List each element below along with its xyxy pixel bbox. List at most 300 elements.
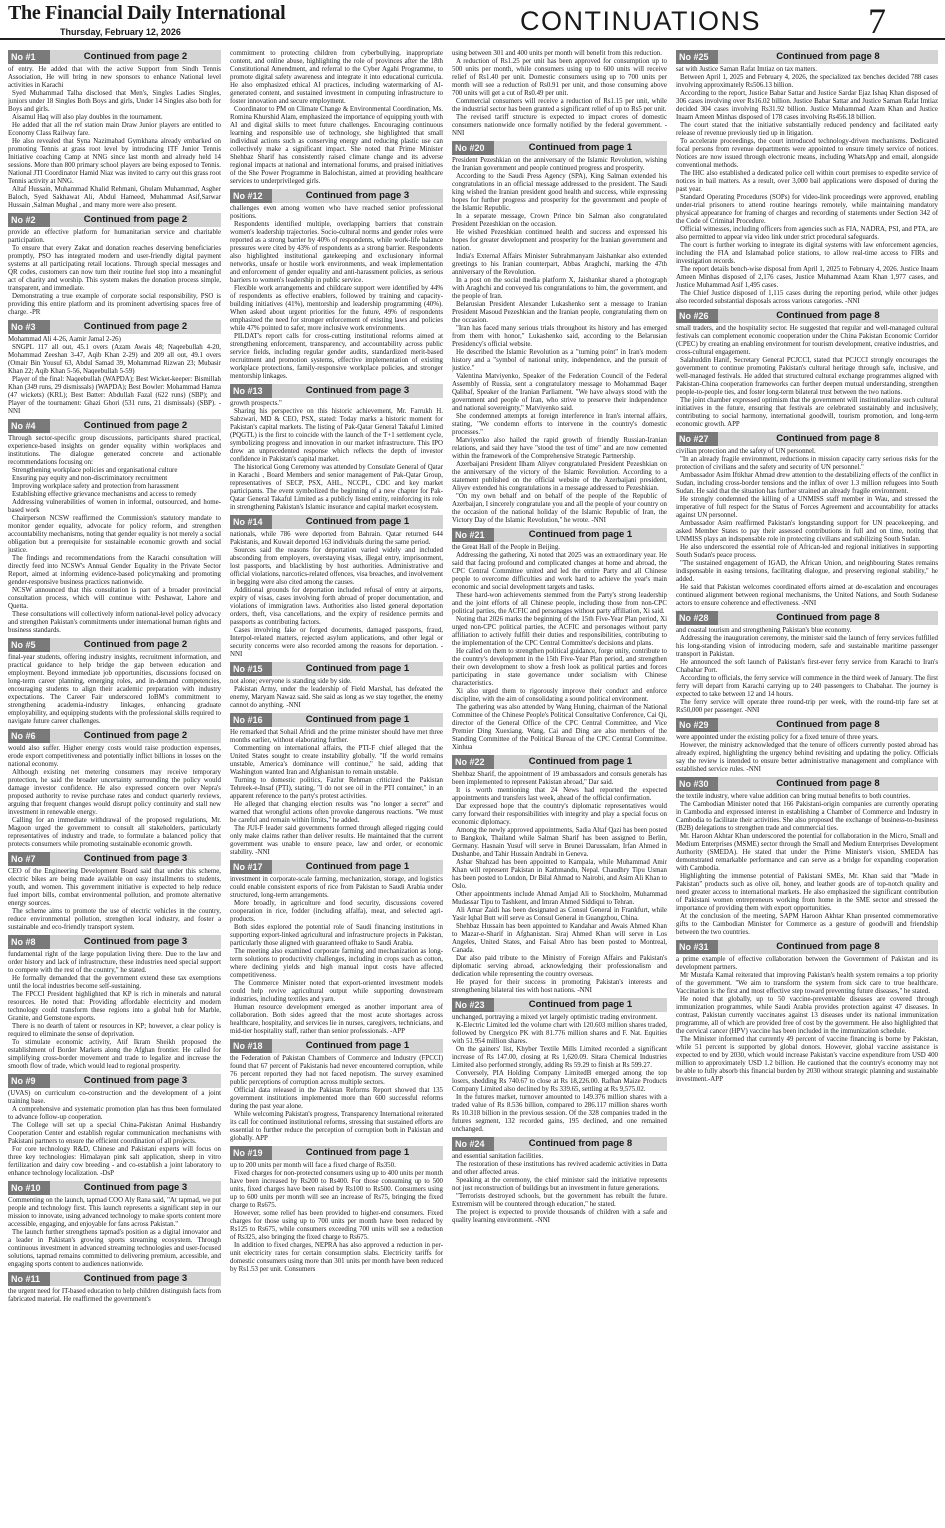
- paragraph: In addition to fixed charges, NEPRA has also approved a reduction in per-unit electricity rates for certain consumption slabs. Electricity tariffs for domestic consumers using more than 301 units per month have been reduced by Rs1.53 per unit. Consumers: [230, 1242, 443, 1273]
- story: [452, 141, 667, 525]
- story-header: [452, 755, 667, 769]
- continued-from-label: Continued from page 1: [305, 1040, 410, 1051]
- section-title: CONTINUATIONS: [520, 6, 761, 36]
- paragraph: (UVAS) on curriculum co-construction and the development of a joint training base.: [8, 1090, 221, 1105]
- paragraph: Both sides explored the potential role of Saudi financing institutions in supporting export-linked agricultural and infrastructure projects in Pakistan, particularly those aligned with guaranteed offtake to Saudi Arabia.: [230, 924, 443, 947]
- paragraph: It is worth mentioning that 24 News had reported the expected appointments and transfers last week, ahead of the official confirmation.: [452, 787, 667, 802]
- story-body: [452, 544, 667, 752]
- paragraph: the Federation of Pakistan Chambers of Commerce and Industry (FPCCI) found that 67 percent of Pakistanis had never encountered corruption, while 76 percent reported they had not faced nepotism. The survey examined public perceptions of corruption across multiple sectors.: [230, 1055, 443, 1086]
- paragraph: Pakistan Army, under the leadership of Field Marshal, has defeated the enemy, Maryam Nawaz said. She said as long as we stay together, the enemy cannot do anything. -NNI: [230, 686, 443, 709]
- paragraph: Syed Muhammad Talha disclosed that Men's, Singles Ladies Singles, juniors under 18 Singles Both Boys and girls, Under 14 Singles also both for Boys and girls.: [8, 90, 221, 113]
- story-body: [452, 771, 667, 995]
- paragraph: The findings and recommendations from the Karachi consultation will directly feed into NCSW's Annual Gender Equality in the Private Sector Report, aimed at informing evidence-based policymaking and promoting gender-responsive business practices nationwide.: [8, 555, 221, 586]
- story: [230, 384, 443, 512]
- continued-from-label: Continued from page 3: [83, 1075, 188, 1086]
- paragraph: The FPCCI President highlighted that KP is rich in minerals and natural resources. He noted that: Providing affordable electricity and modern technology could transform these regions into a global hub for Marble, Granite, and Gemstone exports.: [8, 991, 221, 1022]
- story-body: [8, 951, 221, 1071]
- story-body: [676, 956, 938, 1084]
- story: [452, 528, 667, 752]
- story-header: [230, 662, 443, 676]
- paragraph: Ashar Shahzad has been appointed to Kampala, while Muhammad Amir Khan will represent Pakistan in Kathmandu, Nepal. Chaudhry Tipu Usman has been posted to London, Dr Bilal Ahmad to Nairobi, and Asim Ali Khan to Oslo.: [452, 859, 667, 890]
- paragraph: would also suffer. Higher energy costs would raise production expenses, erode export competitiveness and potentially inflict billions in losses on the national economy.: [8, 745, 221, 768]
- column-1: [8, 50, 221, 1524]
- story: [676, 611, 938, 715]
- story: [676, 432, 938, 608]
- story: [452, 998, 667, 1134]
- paragraph: Ensuring pay equity and non-discriminatory recruitment: [12, 475, 168, 482]
- story-header: [8, 852, 221, 866]
- paragraph: sat with Justice Saman Rafat Imtiaz on tax matters.: [676, 66, 818, 73]
- paragraph: Establishing effective grievance mechanisms and access to remedy: [12, 491, 197, 498]
- paragraph: The JUI-F leader said governments formed through alleged rigging could only make claims rather than deliver results. He maintained that the current government was unable to ensure peace, law and order, or economic stability. -NNI: [230, 825, 443, 856]
- paragraph: fundamental right of the large population living there. Due to the law and order history and lack of infrastructure, these industries need special support to compete with the rest of the country," he stated.: [8, 951, 221, 974]
- continued-from-label: Continued from page 8: [776, 612, 880, 623]
- paragraph: He noted that globally, up to 50 vaccine-preventable diseases are covered through immunization programmes, while Saudi Arabia provides protection against 47 diseases. In contrast, Pakistan currently vaccinates against 13 diseases under its national immunization programme, all of which are provided free of cost by the government. He also highlighted that the cervical cancer (HPV) vaccine has been included in the immunization schedule.: [676, 996, 938, 1035]
- paragraph: A reduction of Rs1.25 per unit has been approved for consumption up to 500 units per month, while consumers using up to 600 units will receive relief of Rs1.40 per unit. Domestic consumers using up to 700 units per month will see a reduction of Rs0.91 per unit, and those consuming above 700 units will get a cut of Rs0.49 per unit.: [452, 58, 667, 97]
- story-header: [452, 141, 667, 155]
- story-body: [8, 1090, 221, 1178]
- story-number: No #4: [8, 419, 50, 433]
- paragraph: Commenting on the launch, tapmad COO Aly Rana said, "At tapmad, we put people and technology first. This launch represents a significant step in our mission to innovate, using advanced technology to make sports content more accessible, engaging, and enjoyable for fans across Pakistan.": [8, 1197, 221, 1228]
- story-header: [8, 320, 221, 334]
- paragraph: For core technology R&D, Chinese and Pakistani experts will focus on three key technologies: Himalayan pink salt application, sheep in vitro fertilization and dairy cow breeding - and co-establish a joint laboratory to enhance technology localization. -DsP: [8, 1146, 221, 1177]
- story: [230, 1039, 443, 1143]
- story-header: [452, 1137, 667, 1151]
- story-header: [8, 935, 221, 949]
- masthead: [0, 0, 945, 40]
- story-header: [8, 50, 221, 64]
- paragraph: Through sector-specific group discussions, participants shared practical, experience-based insights on gender equality within workplaces and institutions. The dialogue generated concrete and actionable recommendations focusing on:: [8, 435, 221, 466]
- paragraph: Other appointments include Ahmad Amjad Ali to Stockholm, Muhammad Mudassar Tipu to Tashkent, and Imran Ahmed Siddiqui to Tehran.: [452, 891, 667, 906]
- paragraph: Xi also urged them to rigorously improve their conduct and enforce discipline, with the aim of consolidating a sound political environment.: [452, 688, 667, 703]
- paragraph: Among the newly approved appointments, Sadia Altaf Qazi has been posted to Bangkok, Thailand while Salman Sharif has been assigned to Berlin, Germany. Hasnain Yusuf will serve in Brunei Darussalam, Irfan Ahmed in Dushanbe, and Tahir Hussain Andrabi in Geneva.: [452, 827, 667, 858]
- story-body: [452, 157, 667, 525]
- continued-from-label: Continued from page 3: [83, 1182, 188, 1193]
- story-body: [8, 1197, 221, 1269]
- paragraph: Mr Mustafa Kamal reiterated that improving Pakistan's health system remains a top priority of the government. "We aim to transform the system from sick care to true healthcare. Vaccination is the first and most effective step toward preventing future diseases," he stated.: [676, 972, 938, 995]
- story-number: No #22: [452, 755, 494, 769]
- story: [452, 1137, 667, 1225]
- paragraph: Salahuddin Hanif, Secretary General PCJCCI, stated that PCJCCI strongly encourages the government to continue promoting Pakistan's cultural heritage through safe, inclusive, and well-managed festivals. He added that structured cultural exchange programmes aligned with Pakistan-China cooperation frameworks can further deepen mutual understanding, strengthen people-to-people ties, and foster long-term bilateral trust between the two nations.: [676, 357, 938, 396]
- story-number: No #24: [452, 1137, 494, 1151]
- column-2: [230, 50, 443, 1524]
- story: [8, 1272, 221, 1304]
- paragraph: using between 301 and 400 units per month will benefit from this reduction.: [452, 50, 662, 57]
- continued-from-label: Continued from page 8: [528, 1138, 633, 1149]
- paragraph: Chairperson NCSW reaffirmed the Commission's statutory mandate to monitor gender equality, advocate for policy reform, and strengthen accountability mechanisms, noting that gender equality is not merely a social obligation but a prerequisite for sustainable economic growth and social justice.: [8, 515, 221, 554]
- paragraph: Dar expressed hope that the country's diplomatic representatives would carry forward their responsibilities with integrity and play a special focus on economic diplomacy.: [452, 803, 667, 826]
- story-body: [8, 868, 221, 932]
- column-4: [676, 50, 938, 1524]
- paragraph: He formally demanded that the government extend these tax exemptions until the local industries become self-sustaining.: [8, 975, 221, 990]
- paragraph: Player of the final: Naqeebullah (WAPDA); Best Wicket-keeper: Bismillah Khan (349 runs, 29 dismissals) (WAPDA); Best Bowler: Mohammad Hamza (47 wickets) (KRL); Best Batter: Abdullah Fazal (622 runs) (SBP); and Player of the tournament: Ghazi Ghori (531 runs, 21 dismissals) (SBP). -NNI: [8, 376, 221, 415]
- story-body: [8, 336, 221, 416]
- story: [8, 213, 221, 317]
- paragraph: While welcoming Pakistan's progress, Transparency International reiterated its call for continued institutional reforms, stressing that sustained efforts are essential to further reduce the perception of corruption both in Pakistan and globally. APP: [230, 1111, 443, 1142]
- paragraph: provide an effective platform for humanitarian service and charitable participation.: [8, 229, 221, 244]
- story-header: [452, 998, 667, 1012]
- paragraph: Flexible work arrangements and childcare support were identified by 44% of respondents as effective enablers, followed by training and capacity-building initiatives (41%), mentorship and leadership programming (40%). When asked about urgent priorities for the future, 49% of respondents emphasized the need for stronger enforcement of existing laws and policies while 47% pointed to safer, more inclusive work environments.: [230, 285, 443, 332]
- publication-name: The Financial Daily International: [8, 2, 286, 24]
- paragraph: final-year students, offering industry insights, recruitment information, and practical guidance to help bridge the gap between education and employment. Beyond immediate job opportunities, discussions focused on long-term career planning, emerging roles, and in-demand competencies, encouraging students to align their academic preparation with industry expectations. The Career Fair underscored IoBM's commitment to strengthening academia-industry linkages, enhancing graduate employability, and equipping students with the professional skills required to navigate future career challenges.: [8, 654, 221, 725]
- story: [452, 755, 667, 995]
- paragraph: The College will set up a special China-Pakistan Animal Husbandry Cooperation Center and establish regular communication mechanisms with Pakistani partners to ensure the efficient coordination of all projects.: [8, 1122, 221, 1145]
- paragraph: On the gainers' list, Khyber Textile Mills Limited recorded a significant increase of Rs 147.00, closing at Rs 1,620.09. Sitara Chemical Industries Limited also performed strongly, adding Rs 59.29 to finish at Rs 599.27.: [452, 1046, 667, 1069]
- story-header: [676, 777, 938, 791]
- paragraph: Standard Operating Procedures (SOPs) for video-link proceedings were approved, enabling under-trial prisoners to attend routine hearings remotely, while maintaining mandatory physical appearance for framing of charges and recording of statements under Section 342 of the Code of Criminal Procedure.: [676, 194, 938, 225]
- paragraph: a prime example of effective collaboration between the Government of Pakistan and its development partners.: [676, 956, 938, 971]
- story-body: [452, 1153, 667, 1225]
- continued-from-label: Continued from page 1: [305, 1147, 410, 1158]
- story: [8, 935, 221, 1071]
- continued-from-label: Continued from page 1: [528, 142, 633, 153]
- continued-from-label: Continued from page 2: [83, 214, 188, 225]
- story-number: No #13: [230, 384, 272, 398]
- paragraph: Shehbaz Hussain has been appointed to Kandahar and Awais Ahmed Khan to Mazar-e-Sharif in Afghanistan. Siraj Ahmed Khan will serve in Los Angeles, United States, and Faisal Abro has been posted to Montreal, Canada.: [452, 923, 667, 954]
- paragraph: The gathering was also attended by Wang Huning, chairman of the National Committee of the Chinese People's Political Consultative Conference, Cai Qi, director of the General Office of the CPC Central Committee, and Vice Premier Ding Xuexiang. Wang, Cai and Ding are also members of the Standing Committee of the Political Bureau of the CPC Central Committee. Xinhua: [452, 704, 667, 751]
- story-body: [676, 793, 938, 937]
- story-body: [230, 729, 443, 857]
- paragraph: up to 200 units per month will face a fixed charge of Rs350.: [230, 1162, 396, 1169]
- story: [230, 860, 443, 1036]
- story-body: [8, 229, 221, 317]
- story-header: [8, 729, 221, 743]
- story-number: No #28: [676, 611, 718, 625]
- story-number: No #11: [8, 1272, 50, 1286]
- paragraph: the textile industry, where value addition can bring mutual benefits to both countries.: [676, 793, 911, 800]
- continued-from-label: Continued from page 2: [83, 420, 188, 431]
- story-number: No #14: [230, 515, 272, 529]
- paragraph: Dar also paid tribute to the Ministry of Foreign Affairs and Pakistan's diplomatic serving abroad, acknowledging their professionalism and dedication while representing the country overseas.: [452, 955, 667, 978]
- paragraph: The launch further strengthens tapmad's position as a digital innovator and a leader in Pakistan's growing sports streaming ecosystem. Through continuous investment in advanced streaming technologies and user-focused solutions, tapmad remains committed to delivering premium, accessible, and engaging sports content to audiences nationwide.: [8, 1229, 221, 1268]
- paragraph: of entry. He added that with the active Support from Sindh Tennis Association, He will bring in new sponsors to enhance National level activities in Karachi: [8, 66, 221, 89]
- paragraph: Belarusian President Alexander Lukashenko sent a message to Iranian President Masoud Pezeshkian and the Iranian people, congratulating them on the occasion.: [452, 301, 667, 324]
- paragraph: unchanged, portraying a mixed yet largely optimistic trading environment.: [452, 1014, 658, 1021]
- paragraph: He remarked that Sohail Afridi and the prime minister should have met three months earlier, without elaborating further.: [230, 729, 443, 744]
- story-number: No #3: [8, 320, 50, 334]
- story-number: No #23: [452, 998, 494, 1012]
- page-number: 7: [868, 1, 886, 41]
- paragraph: Altaf Hussain, Muhammad Khalid Rehmani, Ghulam Muhammad, Asgher Baloch, Syed Sakhawat Ali, Abdul Hameed, Muhammad Asif,Sarwar Hussain ,Salman Mughal , and many more were also present.: [8, 186, 221, 209]
- paragraph: The Commerce Minister noted that export-oriented investment models could help revive agricultural output while supporting downstream industries, including textiles and yarn.: [230, 980, 443, 1003]
- continued-from-label: Continued from page 1: [528, 756, 633, 767]
- story-number: No #26: [676, 309, 718, 323]
- paragraph: CEO of the Engineering Development Board said that under this scheme, electric bikes are being made available on easy installments to students, youth, and women. This government initiative is expected to help reduce fuel import bills, combat environmental pollution, and promote alternative energy sources.: [8, 868, 221, 907]
- paragraph: In the futures market, turnover amounted to 149.376 million shares with a traded value of Rs 8.536 billion, compared to 286.117 million shares worth Rs 10.318 billion in the previous session. Of the 328 companies traded in the futures segment, 132 recorded gains, 195 declined, and one remained unchanged.: [452, 1094, 667, 1133]
- paragraph: He added that all the ref station main Draw Junior players are entitled to Economy Class Railway fare.: [8, 122, 221, 137]
- story: [230, 515, 443, 659]
- paragraph: The court stated that the initiative substantially reduced pendency and facilitated early release of revenue previously tied up in litigation.: [676, 122, 938, 137]
- paragraph: Aisamul Haq will also play doubles in the tournament.: [12, 114, 163, 121]
- story-body: [230, 50, 443, 186]
- continued-from-label: Continued from page 8: [776, 719, 880, 730]
- paragraph: He said that Pakistan welcomes coordinated efforts aimed at de-escalation and encourages continued alignment between regional mechanisms, the United Nations, and South Sudanese actors to ensure coherence and effectiveness. -NNI: [676, 584, 938, 607]
- story: [8, 1181, 221, 1269]
- story-body: [676, 325, 938, 429]
- story-header: [452, 528, 667, 542]
- story: [8, 638, 221, 726]
- paragraph: The ferry service will operate three round-trip per week, with the round-trip fare set at Rs50,000 per passenger. -NNI: [676, 699, 938, 714]
- story-body: [676, 627, 938, 715]
- paragraph: In a separate message, Crown Prince bin Salman also congratulated President Pezeshkian on the occasion.: [452, 213, 667, 228]
- story-body: [230, 205, 443, 381]
- story-body: [230, 1055, 443, 1143]
- paragraph: Official witnesses, including officers from agencies such as FIA, NADRA, PSI, and PTA, are also permitted to appear via video link under strict procedural safeguards.: [676, 226, 938, 241]
- paragraph: According to the report, Justice Babar Sattar and Justice Sardar Ejaz Ishaq Khan disposed of 306 cases involving over Rs16.02 billion. Justice Babar Sattar and Justice Saman Rafat Imtiaz decided 304 cases involving Rs31.92 billion. Justice Muhammad Azam Khan and Justice Inaam Ameen Minhas disposed of 178 cases involving Rs456.18 billion.: [676, 90, 938, 121]
- paragraph: The report details bench-wise disposal from April 1, 2025 to February 4, 2026. Justice Inaam Ameen Minhas disposed of 2,176 cases, Justice Muhammad Azam Khan 1,977 cases, and Justice Muhammad Asif 1,495 cases.: [676, 266, 938, 289]
- story-number: No #8: [8, 935, 50, 949]
- story-header: [8, 1181, 221, 1195]
- story-header: [230, 713, 443, 727]
- paragraph: Addressing vulnerabilities of women in informal, outsourced, and home-based work: [8, 499, 221, 514]
- paragraph: The IHC also established a dedicated police cell within court premises to expedite service of notices in bail matters. As a result, over 3,000 bail applications were disposed of during the past year.: [676, 170, 938, 193]
- paragraph: The court is further working to integrate its digital systems with law enforcement agencies, including the FIA and Islamabad police stations, to allow real-time access to FIRs and investigation records.: [676, 242, 938, 265]
- paragraph: commitment to protecting children from cyberbullying, inappropriate content, and online abuse, highlighting the role of provinces after the 18th Constitutional Amendment, and referral to the Cyber Agahi Programme, to promote digital safety awareness and integrate it into educational curricula. He also emphasized ethical AI practices, including watermarking of AI-generated content, and sustained investment in computing infrastructure to foster innovation and secure employment.: [230, 50, 443, 105]
- paragraph: Calling for an immediate withdrawal of the proposed regulations, Mr. Magoon urged the government to consult all stakeholders, particularly representatives of industry and trade, to formulate a balanced policy that protects consumers while promoting sustainable economic growth.: [8, 817, 221, 848]
- story-number: No #31: [676, 940, 718, 954]
- paragraph: He wished Pezeshkian continued health and success and expressed his hopes for greater development and prosperity for the Iranian government and nation.: [452, 229, 667, 252]
- paragraph: Human resource development emerged as another important area of collaboration. Both sides agreed that the most acute shortages across healthcare, hospitality, and services lie in nurses, caregivers, technicians, and mid-tier hospitality staff, rather than senior professionals. -APP: [230, 1004, 443, 1035]
- continued-from-label: Continued from page 8: [776, 310, 880, 321]
- paragraph: The Cambodian Minister noted that 166 Pakistani-origin companies are currently operating in Cambodia and expressed interest in establishing a Chamber of Commerce and Industry in Cambodia to facilitate their activities. She also proposed the exchange of business-to-business (B2B) delegations to strengthen trade and commercial ties.: [676, 801, 938, 832]
- story-number: No #30: [676, 777, 718, 791]
- story-number: No #10: [8, 1181, 50, 1195]
- story-header: [8, 1272, 221, 1286]
- paragraph: The revised tariff structure is expected to impact crores of domestic consumers nationwide once formally notified by the federal government. -NNI: [452, 114, 667, 137]
- continued-from-label: Continued from page 3: [83, 1273, 188, 1284]
- paragraph: Mohammad Ali 4-26, Aamir Jamal 2-26): [8, 336, 121, 343]
- paragraph: and essential sanitation facilities.: [452, 1153, 544, 1160]
- story: [230, 662, 443, 710]
- story-header: [230, 1039, 443, 1053]
- story-header: [230, 189, 443, 203]
- paragraph: According to officials, the ferry service will commence in the third week of January. The first ferry will depart from Karachi carrying up to 240 passengers to Chabahar. The journey is expected to take between 12 and 14 hours.: [676, 675, 938, 698]
- paragraph: He also revealed that Syna Nazimabad Gymkhana already embarked on promoting Tennis at grass root level by introducing ITF Junior Tennis Initiative coaching Camp at NNG since last month and already held 14 sessions. More than 800 primary school players are being exposed to Tennis. National JTI Coordinator Hamid Niaz was invited to carry out this grass root Tennis activity at NNG.: [8, 138, 221, 185]
- paragraph: the Great Hall of the People in Beijing.: [452, 544, 560, 551]
- paragraph: Sharing his perspective on this historic achievement, Mr. Farrukh H. Sabzwari, MD & CEO, PSX, stated: Today marks a historic moment for Pakistan's capital markets. The listing of Pak-Qatar General Takaful Limited (PQGTL) is the first to coincide with the launch of the T+1 settlement cycle, symbolizing progress and innovation in our market infrastructure. This IPO drew an unprecedented response which reflects the depth of investor confidence in Pakistan's capital market.: [230, 408, 443, 463]
- story: [452, 50, 667, 138]
- paragraph: She condemned attempts at foreign interference in Iran's internal affairs, stating, "We condemn efforts to intervene in the country's domestic processes.": [452, 413, 667, 436]
- continued-from-label: Continued from page 2: [83, 730, 188, 741]
- story-header: [8, 1074, 221, 1088]
- story-header: [230, 860, 443, 874]
- story-number: No #18: [230, 1039, 272, 1053]
- story-number: No #20: [452, 141, 494, 155]
- paragraph: A comprehensive and systematic promotion plan has thus been formulated to advance follow-up cooperation.: [8, 1106, 221, 1121]
- column-3: [452, 50, 667, 1524]
- story-number: No #12: [230, 189, 272, 203]
- story: [8, 320, 221, 416]
- paragraph: To ensure that every Zakat and donation reaches deserving beneficiaries promptly, PSO has integrated modern and user-friendly digital payment systems at all participating retail locations. Through special messages and QR codes, customers can now turn their routine fuel stop into a meaningful act of charity and worship. This system makes the donation process simple, transparent, and immediate.: [8, 245, 221, 292]
- paragraph: The joint chamber expressed optimism that the government will institutionalize such cultural initiatives in the future, ensuring that festivals are celebrated sustainably and inclusively, contributing to social harmony, international goodwill, tourism promotion, and long-term economic growth. APP: [676, 397, 938, 428]
- paragraph: Official data released in the Pakistan Reforms Report showed that 135 government institutions implemented more than 600 successful reforms during the past year alone.: [230, 1087, 443, 1110]
- paragraph: Addressing the inauguration ceremony, the minister said the launch of ferry services fulfilled his long-standing vision of introducing modern, safe and sustainable maritime passenger transport in Pakistan.: [676, 635, 938, 658]
- continued-from-label: Continued from page 2: [83, 639, 188, 650]
- paragraph: However, the ministry acknowledged that the tenure of officers currently posted abroad has already expired, highlighting the urgency behind revisiting and updating the policy. Officials say the review is intended to ensure better administrative management and compliance with established service rules. -NNI: [676, 742, 938, 773]
- continued-from-label: Continued from page 2: [83, 51, 188, 62]
- paragraph: More broadly, in agriculture and food security, discussions covered cooperation in rice, fodder (including alfalfa), meat, and selected agri-products.: [230, 900, 443, 923]
- paragraph: Shehbaz Sharif, the appointment of 19 ambassadors and consuls generals has been implemented to represent Pakistan abroad," Dar said.: [452, 771, 667, 786]
- paragraph: Respondents identified multiple, overlapping barriers that constrain women's leadership trajectories. Socio-cultural norms and gender roles were reported as a strong barrier by 40% of respondents, while work-life balance pressures were cited by 43% of respondents as a strong barrier. Respondents also highlighted institutional gatekeeping and exclusionary informal networks, unsafe or hostile work environments, and weak implementation and enforcement of gender equality and anti-harassment policies, as serious barriers to women's leadership in public service.: [230, 221, 443, 284]
- paragraph: "Iran has faced many serious trials throughout its history and has emerged from them with honor," Lukashenko said, according to the Belarusian Presidency's official website.: [452, 325, 667, 348]
- story-header: [676, 940, 938, 954]
- continued-from-label: Continued from page 8: [776, 941, 880, 952]
- story-body: [230, 1162, 443, 1274]
- story: [8, 852, 221, 932]
- story-header: [676, 50, 938, 64]
- paragraph: and coastal tourism and strengthening Pakistan's blue economy.: [676, 627, 852, 634]
- story-body: [8, 745, 221, 849]
- paragraph: He called on them to strengthen political guidance, forge unity, contribute to the country's development in the 15th Five-Year Plan period, and strengthen their own development to show a fresh look as political parties and forces participating in state governance under socialism with Chinese characteristics.: [452, 648, 667, 687]
- story-number: No #16: [230, 713, 272, 727]
- paragraph: small traders, and the hospitality sector. He suggested that regular and well-managed cultural festivals can complement economic cooperation under the China Pakistan Economic Corridor (CPEC) by creating an enabling environment for tourism development, creative industries, and cross-cultural engagement.: [676, 325, 938, 356]
- paragraph: These consultations will collectively inform national-level policy advocacy and strengthen Pakistan's commitments under international human rights and business standards.: [8, 611, 221, 634]
- paragraph: Commercial consumers will receive a reduction of Rs1.15 per unit, while the industrial sector has been granted a significant relief of up to Rs5 per unit.: [452, 98, 667, 113]
- story-number: No #19: [230, 1146, 272, 1160]
- story-header: [676, 432, 938, 446]
- paragraph: "Terrorists destroyed schools, but the government has rebuilt the future. Extremism will be countered through education," he stated.: [452, 1193, 667, 1208]
- story: [8, 419, 221, 635]
- paragraph: Ambassador Asim Iftikhar Ahmad drew attention to the destabilizing effects of the conflict in Sudan, including cross-border tensions and the influx of over 1.3 million refugees into South Sudan. He said that the situation has further strained an already fragile environment.: [676, 472, 938, 495]
- paragraph: These hard-won achievements stemmed from the Party's strong leadership and the joint efforts of all Chinese people, including those from non-CPC political parties, the ACFIC and personages without party affiliation, Xi said.: [452, 592, 667, 615]
- story-number: No #21: [452, 528, 494, 542]
- story-body: [230, 876, 443, 1036]
- story: [8, 729, 221, 849]
- story-body: [676, 734, 938, 774]
- paragraph: Although existing net metering consumers may receive temporary protection, he said the broader uncertainty surrounding the policy would damage investor confidence. He also expressed concern over Nepra's proposed authority to revise purchase rates and conduct quarterly reviews, arguing that frequent changes would disrupt policy continuity and stall new investment in renewable energy.: [8, 769, 221, 816]
- paragraph: challenges even among women who have reached senior professional positions.: [230, 205, 443, 220]
- paragraph: The meeting also examined corporate farming and mechanization as long-term solutions to productivity challenges, including in crops such as cotton, where declining yields and high manual input costs have affected competitiveness.: [230, 948, 443, 979]
- story-number: No #9: [8, 1074, 50, 1088]
- paragraph: K-Electric Limited led the volume chart with 120.603 million shares traded, followed by Cnergyico PK with 81.776 million shares and F. Nat. Equities with 51.954 million shares.: [452, 1022, 667, 1045]
- issue-date: Thursday, February 12, 2026: [60, 27, 181, 37]
- story-body: [8, 435, 221, 635]
- paragraph: growth prospects.": [230, 400, 282, 407]
- paragraph: He announced the soft launch of Pakistan's first-ever ferry service from Karachi to Iran's Chabahar Port.: [676, 659, 938, 674]
- paragraph: The historical Gong Ceremony was attended by Consulate General of Qatar in Karachi , Board Members and senior management of Pak-Qatar Group, representatives of SECP, PSX, AHL, NCCPL, CDC and key market participants. The event symbolized the beginning of a new chapter for Pak-Qatar General Takaful Limited as a publicly listed entity, reinforcing its role in strengthening Pakistan's Islamic insurance and capital market ecosystem.: [230, 464, 443, 511]
- paragraph: He also underscored the essential role of African-led and regional initiatives in supporting South Sudan's peace process.: [676, 544, 938, 559]
- paragraph: The restoration of these institutions has revived academic activities in Datta and other affected areas.: [452, 1161, 667, 1176]
- paragraph: There is no dearth of talent or resources in KP; however, a clear policy is required to eliminate the sense of deprivation.: [8, 1023, 221, 1038]
- paragraph: At the conclusion of the meeting, SAPM Haroon Akhtar Khan presented commemorative gifts to the Cambodian Minister for Commerce as a gesture of goodwill and friendship between the two countries.: [676, 913, 938, 936]
- paragraph: Demonstrating a true example of corporate social responsibility, PSO is providing this entire platform and its prominent advertising spaces free of charge. -PR: [8, 293, 221, 316]
- continued-from-label: Continued from page 3: [305, 385, 410, 396]
- paragraph: Noting that 2026 marks the beginning of the 15th Five-Year Plan period, Xi urged non-CPC political parties, the ACFIC and personages without party affiliation to actively fulfill their duties and responsibilities, contributing to the implementation of the CPC Central Committee's decisions and plans.: [452, 616, 667, 647]
- continued-from-label: Continued from page 1: [305, 714, 410, 725]
- paragraph: Azerbaijani President Ilham Aliyev congratulated President Pezeshkian on the anniversary of the victory of the Islamic Revolution. According to a statement published on the official website of the Azerbaijani president, Aliyev extended his congratulations in a message addressed to Pezeshkian.: [452, 461, 667, 492]
- paragraph: investment in corporate-scale farming, mechanization, storage, and logistics could enable consistent exports of rice from Pakistan to Saudi Arabia under structured, long-term arrangements.: [230, 876, 443, 899]
- story-number: No #25: [676, 50, 718, 64]
- paragraph: not alone; everyone is standing side by side.: [230, 678, 352, 685]
- paragraph: Commenting on international affairs, the PTI-F chief alleged that the United States sought to create instability globally. "If the world remains unstable, America's dominance will continue," he said, adding that Washington wanted Iran and Afghanistan to remain unstable.: [230, 745, 443, 776]
- story-header: [230, 1146, 443, 1160]
- story-header: [230, 515, 443, 529]
- story: [676, 718, 938, 774]
- story-body: [230, 531, 443, 659]
- paragraph: The Minister informed that currently 49 percent of vaccine financing is borne by Pakistan, while 51 percent is supported by global donors. However, global vaccine assistance is expected to end by 2030, which would increase Pakistan's vaccine expenditure from USD 400 million to approximately USD 1.2 billion. He cautioned that the country's economy may not be able to fully absorb this financial burden by 2030 without strategic planning and sustainable investment.-APP: [676, 1036, 938, 1083]
- continued-from-label: Continued from page 1: [305, 516, 410, 527]
- story-body: [8, 1288, 221, 1304]
- paragraph: NCSW announced that this consultation is part of a broader provincial consultation process, which will continue with: Peshawar, Lahore and Quetta.: [8, 587, 221, 610]
- paragraph: Valentina Matviyenko, Speaker of the Federation Council of the Federal Assembly of Russia, sent a congratulatory message to Mohammad Baqer Qalibaf, Speaker of the Iranian Parliament. "We have always stood with the government and people of Iran, who strive to preserve their independence and national sovereignty," Matviyenko said.: [452, 373, 667, 412]
- paragraph: were appointed under the existing policy for a fixed tenure of three years.: [676, 734, 879, 741]
- paragraph: Turning to domestic politics, Fazlur Rehman criticized the Pakistan Tehreek-e-Insaf (PTI), stating, "I do not see oil in the PTI container," in an apparent reference to the party's protest activities.: [230, 777, 443, 800]
- paragraph: PILDAT's report calls for cross-cutting institutional reforms aimed at strengthening enforcement, transparency, and accountability across public service fields, including regular gender audits, standardized merit-based recruitment and promotion systems, effective implementation of existing workplace protections, family-responsive workplace policies, and stronger mentorship linkages.: [230, 333, 443, 380]
- story-body: [8, 654, 221, 726]
- paragraph: "The sustained engagement of IGAD, the African Union, and neighbouring States remains indispensable in easing tensions, facilitating dialogue, and preserving regional stability," he added.: [676, 560, 938, 583]
- paragraph: the urgent need for IT-based education to help children distinguish facts from fabricated material. He reaffirmed the government's: [8, 1288, 221, 1303]
- paragraph: He strongly condemned the killing of a UNMISS staff member in Wau, and stressed the imperative of full respect for the Status of Forces Agreement and accountability for attacks against UN personnel.: [676, 496, 938, 519]
- paragraph: In a post on the social media platform X, Jaishankar shared a photograph with Araghchi and conveyed his congratulations to him, the government, and the people of Iran.: [452, 277, 667, 300]
- paragraph: He described the Islamic Revolution as a "turning point" in Iran's modern history and a "symbol of national unity, independence, and the pursuit of justice.": [452, 349, 667, 372]
- paragraph: Highlighting the immense potential of Pakistani SMEs, Mr. Khan said that "Made in Pakistan" products such as olive oil, honey, and leather goods are of top-notch quality and need greater access to international markets. He also emphasized the significant contribution of Pakistani women entrepreneurs working from home in the SME sector and stressed the importance of providing them with export opportunities.: [676, 873, 938, 912]
- story-number: No #17: [230, 860, 272, 874]
- story-body: [452, 1014, 667, 1134]
- continued-from-label: Continued from page 1: [305, 861, 410, 872]
- paragraph: Mr. Haroon Akhtar Khan underscored the potential for collaboration in the Micro, Small and Medium Enterprises (MSME) sector through the Small and Medium Enterprises Development Authority (SMEDA). He stated that under the Prime Minister's vision, SMEDA has demonstrated remarkable performance and can serve as a bridge for expanding cooperation with Cambodia.: [676, 833, 938, 872]
- paragraph: Ambassador Asim reaffirmed Pakistan's longstanding support for UN peacekeeping, and asked Member States to pay their assessed contributions in full and on time, noting that UNMISS plays an indispensable role in protecting civilians and stabilizing South Sudan.: [676, 520, 938, 543]
- paragraph: Cases involving fake or forged documents, damaged passports, fraud, Interpol-related matters, rejected asylum applications, and other legal or security concerns were also recorded among the reasons for deportation. -NNI: [230, 627, 443, 658]
- continued-from-label: Continued from page 8: [776, 51, 880, 62]
- continued-from-label: Continued from page 2: [83, 321, 188, 332]
- story: [8, 50, 221, 210]
- paragraph: President Pezeshkian on the anniversary of the Islamic Revolution, wishing the Iranian government and people continued progress and prosperity.: [452, 157, 667, 172]
- paragraph: Between April 1, 2025 and February 4, 2026, the specialized tax benches decided 788 cases involving approximately Rs506.13 billion.: [676, 74, 938, 89]
- story-header: [8, 213, 221, 227]
- story-number: No #27: [676, 432, 718, 446]
- paragraph: He prayed for their success in promoting Pakistan's interests and strengthening bilateral ties with host nations. -NNI: [452, 979, 667, 994]
- continued-from-label: Continued from page 1: [528, 529, 633, 540]
- paragraph: The Chief Justice disposed of 1,115 cases during the reporting period, while other judges also recorded substantial disposals across various categories. -NNI: [676, 290, 938, 305]
- story-header: [676, 718, 938, 732]
- story-body: [676, 448, 938, 608]
- paragraph: To accelerate proceedings, the court introduced technology-driven mechanisms. Dedicated focal persons from revenue departments were appointed to ensure timely service of notices. Notices are now issued through electronic means, including WhatsApp and email, alongside conventional methods.: [676, 138, 938, 169]
- story-header: [230, 384, 443, 398]
- story: [676, 50, 938, 306]
- story: [230, 189, 443, 381]
- story-body: [230, 400, 443, 512]
- paragraph: "On my own behalf and on behalf of the people of the Republic of Azerbaijan, I sincerely congratulate you and all the people of your country on the occasion of the national holiday of the Islamic Republic of Iran, the Victory Day of the Islamic Revolution," he wrote. -NNI: [452, 493, 667, 524]
- paragraph: SNGPL 117 all out, 45.1 overs (Azam Awais 48; Naqeebullah 4-20, Mohammad Zeeshan 3-47, Aqib Khan 2-29) and 209 all out, 49.1 overs (Omair Bin Yousuf 63, Abdul Samad 39, Mohammad Rizwan 23; Mubasir Khan 22; Aqib Khan 5-56, Naqeebullah 5-59): [8, 344, 221, 375]
- continued-from-label: Continued from page 8: [776, 433, 880, 444]
- story-number: No #5: [8, 638, 50, 652]
- story-header: [8, 419, 221, 433]
- story-number: No #1: [8, 50, 50, 64]
- paragraph: Speaking at the ceremony, the chief minister said the initiative represents not just reconstruction of buildings but an investment in future generations.: [452, 1177, 667, 1192]
- paragraph: civilian protection and the safety of UN personnel.: [676, 448, 816, 455]
- paragraph: However, some relief has been provided to higher-end consumers. Fixed charges for those using up to 700 units per month have been reduced by Rs125 to Rs675, while consumers exceeding 700 units will see a reduction of Rs325, also bringing the fixed charge to Rs675.: [230, 1210, 443, 1241]
- story: [230, 713, 443, 857]
- paragraph: Sources said the reasons for deportation varied widely and included absconding from employers, overstaying visas, illegal entry, imprisonment, lost passports, and blacklisting by host authorities. Administrative and official violations, narcotics-related offences, visa breaches, and involvement in begging were also cited among the causes.: [230, 547, 443, 586]
- continued-from-label: Continued from page 1: [528, 999, 633, 1010]
- story-number: No #7: [8, 852, 50, 866]
- story-body: [452, 50, 667, 138]
- story-body: [230, 678, 443, 710]
- paragraph: Additional grounds for deportation included refusal of entry at airports, expiry of visas, cases involving forth abroad of proper documentation, and violations of immigration laws. Authorities also listed general deportation orders, theft, visa cancellations, and the expiry of residence permits and passports as contributing factors.: [230, 587, 443, 626]
- paragraph: Improving workplace safety and protection from harassment: [12, 483, 179, 490]
- continued-from-label: Continued from page 3: [83, 853, 188, 864]
- continued-from-label: Continued from page 3: [305, 190, 410, 201]
- paragraph: Conversely, PIA Holding Company LimitedB emerged among the top losers, shedding Rs 740.67 to close at Rs 18,226.00. Rafhan Maize Products Company Limited also declined by Rs 339.65, settling at Rs 9,575.02.: [452, 1070, 667, 1093]
- paragraph: To stimulate economic activity, Atif Ikram Sheikh proposed the establishment of Border Markets along the Afghan frontier. He called for simplifying cross-border movement and trade to legalize and increase the smooth flow of trade, which would lead to regional prosperity.: [8, 1039, 221, 1070]
- paragraph: nationals, while 786 were deported from Bahrain. Qatar returned 644 Pakistanis, and Kuwait deported 163 individuals during the same period.: [230, 531, 443, 546]
- paragraph: India's External Affairs Minister Subrahmanyam Jaishankar also extended greetings to his Iranian counterpart, Abbas Araghchi, marking the 47th anniversary of the Revolution.: [452, 253, 667, 276]
- paragraph: Addressing the gathering, Xi noted that 2025 was an extraordinary year. He said that facing profound and complicated changes at home and abroad, the CPC Central Committee united and led the entire Party and all Chinese people to overcome difficulties and work hard to achieve the year's main economic and social development targets and tasks.: [452, 552, 667, 591]
- story: [676, 940, 938, 1084]
- paragraph: He alleged that changing election results was "no longer a secret" and warned that wrongful actions often provoke dangerous reactions. "We must be careful and remain within limits," he added.: [230, 801, 443, 824]
- story-body: [676, 66, 938, 306]
- paragraph: According to the Saudi Press Agency (SPA), King Salman extended his congratulations in an official message addressed to the president. The Saudi king wished the Iranian president good health and success, while expressing hopes for further progress and prosperity for the government and people of the Islamic Republic.: [452, 173, 667, 212]
